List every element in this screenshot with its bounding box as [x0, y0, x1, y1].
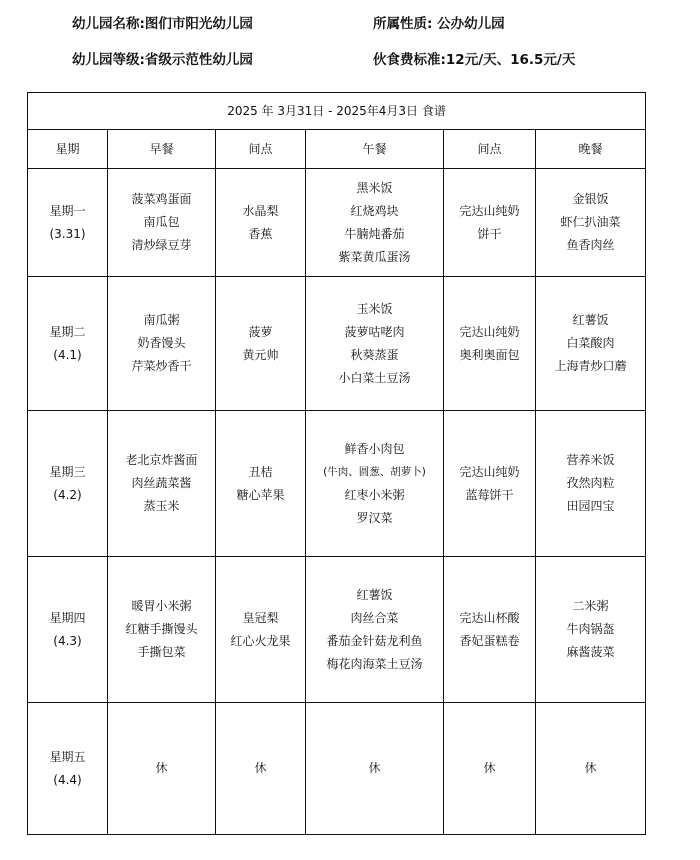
dish-item: 清炒绿豆芽: [131, 238, 192, 252]
column-header: 间点: [216, 130, 306, 169]
dish-item: 白菜酸肉: [566, 336, 615, 350]
dish-item: 蓝莓饼干: [465, 487, 514, 502]
weekday-label: 星期一: [49, 203, 86, 218]
snack1-cell: [216, 411, 306, 557]
dish-item: 糖心苹果: [236, 487, 285, 502]
dish-item: 鲜香小肉包: [344, 441, 405, 456]
dish-item: 孜然肉粒: [566, 476, 615, 490]
weekly-menu-table: [27, 92, 646, 835]
dish-item: 小白菜土豆汤: [338, 370, 411, 385]
dish-item: 梅花肉海菜土豆汤: [326, 656, 423, 671]
weekday-label: 星期二: [49, 324, 86, 339]
dish-item: 紫菜黄瓜蛋汤: [338, 249, 411, 264]
weekday-label: 星期五: [49, 749, 86, 764]
dish-item: 完达山纯奶: [459, 203, 520, 218]
dish-item: 手撕包菜: [137, 645, 186, 659]
dish-item: 休: [584, 761, 597, 775]
dish-item: 菠菜鸡蛋面: [131, 192, 192, 206]
weekday-label: 星期四: [49, 610, 86, 625]
snack1-cell: [216, 557, 306, 703]
dish-item: 虾仁扒油菜: [560, 215, 621, 229]
dish-item: 肉丝蔬菜酱: [131, 476, 192, 490]
dish-item: 完达山杯酸: [459, 610, 520, 625]
dinner-cell: [536, 557, 646, 703]
dish-item: 饼干: [477, 226, 502, 241]
dish-item: 水晶梨: [242, 203, 279, 218]
breakfast-cell: [108, 411, 216, 557]
dinner-cell: [536, 411, 646, 557]
day-cell: [28, 411, 108, 557]
kindergarten-grade-value: 省级示范性幼儿园: [144, 52, 253, 68]
dish-item: 完达山纯奶: [459, 324, 520, 339]
snack1-cell: [216, 277, 306, 411]
snack1-cell: [216, 169, 306, 277]
dish-item: 香蕉: [248, 226, 273, 241]
dish-item: 营养米饭: [566, 453, 615, 467]
weekday-label: 星期三: [49, 464, 86, 479]
dish-item: 鱼香肉丝: [566, 238, 615, 252]
day-cell: [28, 703, 108, 835]
dish-item: 红糖手撕馒头: [125, 622, 198, 636]
menu-body: [28, 169, 646, 835]
dish-item: 红心火龙果: [230, 633, 291, 648]
breakfast-cell: [108, 557, 216, 703]
kindergarten-nature: [373, 12, 505, 32]
dish-item: 休: [483, 761, 496, 775]
date-label: (3.31): [49, 226, 86, 241]
kindergarten-name-value: 图们市阳光幼儿园: [144, 16, 253, 32]
lunch-cell: [306, 411, 444, 557]
lunch-cell: [306, 557, 444, 703]
day-cell: [28, 557, 108, 703]
column-header-row: [28, 130, 646, 169]
meal-fee-label: 伙食费标准:: [373, 52, 446, 68]
dinner-cell: [536, 703, 646, 835]
kindergarten-grade: [72, 48, 253, 68]
dinner-cell: [536, 169, 646, 277]
meal-fee-standard: [373, 48, 575, 68]
dish-item: 红薯饭: [572, 313, 609, 327]
meal-fee-value: 12元/天、16.5元/天: [445, 52, 576, 68]
dish-item: 休: [155, 761, 168, 775]
dish-item: 老北京炸酱面: [125, 453, 198, 467]
menu-row: [28, 557, 646, 703]
dish-item: 南瓜粥: [143, 313, 180, 327]
menu-row: [28, 277, 646, 411]
dish-item: 秋葵蒸蛋: [350, 347, 399, 362]
dish-item: (牛肉、圆葱、胡萝卜): [323, 465, 426, 478]
kindergarten-nature-label: 所属性质:: [373, 16, 433, 32]
breakfast-cell: [108, 277, 216, 411]
snack2-cell: [444, 411, 536, 557]
dish-item: 罗汉菜: [356, 510, 393, 525]
snack2-cell: [444, 277, 536, 411]
dish-item: 玉米饭: [356, 301, 393, 316]
dish-item: 蒸玉米: [143, 499, 180, 513]
dish-item: 丑桔: [248, 464, 273, 479]
breakfast-cell: [108, 169, 216, 277]
date-label: (4.3): [53, 633, 82, 648]
dish-item: 上海青炒口蘑: [554, 359, 627, 373]
kindergarten-nature-value: 公办幼儿园: [437, 16, 505, 32]
menu-row: [28, 703, 646, 835]
dish-item: 奥利奥面包: [459, 347, 520, 362]
dish-item: 田园四宝: [566, 499, 615, 513]
dish-item: 芹菜炒香干: [131, 359, 192, 373]
breakfast-cell: [108, 703, 216, 835]
snack2-cell: [444, 557, 536, 703]
dish-item: 牛腩炖番茄: [344, 226, 405, 241]
dish-item: 金银饭: [572, 192, 609, 206]
kindergarten-name: [72, 12, 253, 32]
dish-item: 牛肉锅盔: [566, 622, 615, 636]
column-header: 午餐: [306, 130, 444, 169]
dish-item: 休: [254, 761, 267, 775]
dish-item: 菠萝: [248, 324, 273, 339]
column-header: 间点: [444, 130, 536, 169]
dish-item: 休: [368, 761, 381, 775]
dish-item: 菠萝咕咾肉: [344, 324, 405, 339]
snack2-cell: [444, 169, 536, 277]
kindergarten-name-label: 幼儿园名称:: [72, 16, 145, 32]
dish-item: 红枣小米粥: [344, 487, 405, 502]
lunch-cell: [306, 169, 444, 277]
dish-item: 二米粥: [572, 599, 609, 613]
dish-item: 南瓜包: [143, 215, 180, 229]
dish-item: 暖胃小米粥: [131, 599, 192, 613]
column-header: 晚餐: [536, 130, 646, 169]
snack1-cell: [216, 703, 306, 835]
dish-item: 黑米饭: [356, 180, 393, 195]
menu-row: [28, 169, 646, 277]
dish-item: 红烧鸡块: [350, 203, 399, 218]
date-label: (4.1): [53, 347, 82, 362]
menu-caption: 2025 年 3月31日 - 2025年4月3日 食谱: [28, 93, 646, 130]
dish-item: 肉丝合菜: [350, 610, 399, 625]
column-header: 早餐: [108, 130, 216, 169]
column-header: 星期: [28, 130, 108, 169]
dinner-cell: [536, 277, 646, 411]
dish-item: 番茄金针菇龙利鱼: [326, 633, 423, 648]
menu-row: [28, 411, 646, 557]
date-label: (4.2): [53, 487, 82, 502]
lunch-cell: [306, 277, 444, 411]
dish-item: 黄元帅: [242, 347, 279, 362]
lunch-cell: [306, 703, 444, 835]
kindergarten-grade-label: 幼儿园等级:: [72, 52, 145, 68]
snack2-cell: [444, 703, 536, 835]
day-cell: [28, 169, 108, 277]
day-cell: [28, 277, 108, 411]
date-label: (4.4): [53, 772, 82, 787]
dish-item: 麻酱菠菜: [566, 645, 615, 659]
dish-item: 皇冠梨: [242, 610, 279, 625]
dish-item: 奶香馒头: [137, 336, 186, 350]
dish-item: 香妃蛋糕卷: [459, 633, 520, 648]
dish-item: 红薯饭: [356, 587, 393, 602]
dish-item: 完达山纯奶: [459, 464, 520, 479]
